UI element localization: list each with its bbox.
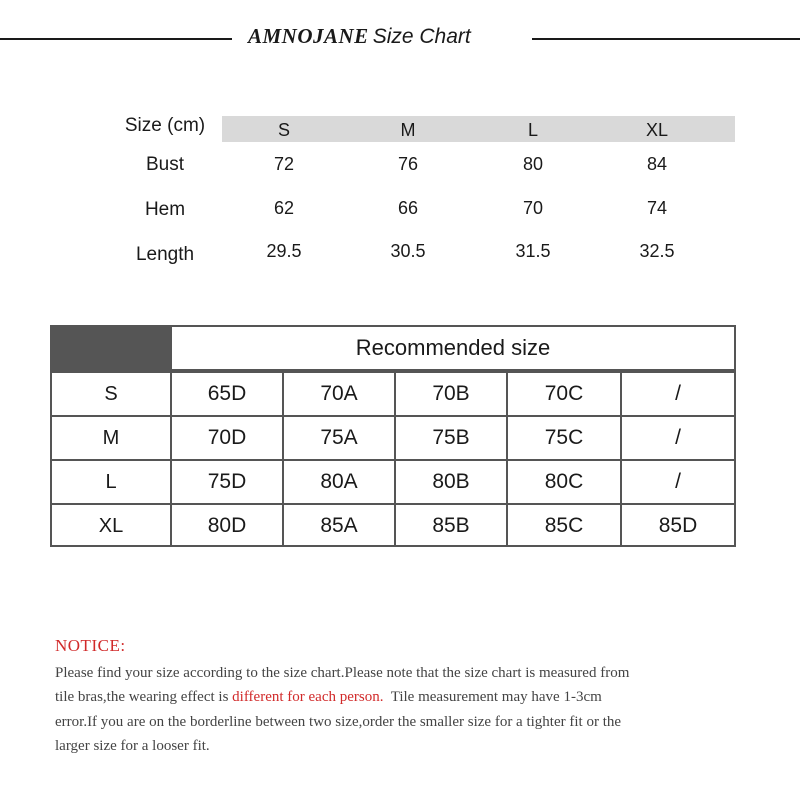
table-cell: 75D <box>170 461 282 503</box>
table-row <box>52 503 734 547</box>
row-label-bust: Bust <box>145 154 185 175</box>
table-cell: 75A <box>282 417 394 459</box>
table-cell: 80A <box>282 461 394 503</box>
size-header: XL <box>645 120 669 140</box>
table-cell: 30.5 <box>390 241 426 261</box>
table-cell: 70D <box>170 417 282 459</box>
table-row <box>52 371 734 415</box>
notice-line: larger size for a looser fit. <box>55 738 210 754</box>
table-cell: / <box>620 461 734 503</box>
recommended-title: Recommended size <box>170 327 734 371</box>
table-cell: 70A <box>282 373 394 415</box>
size-header: S <box>277 120 290 140</box>
table-cell: / <box>620 373 734 415</box>
measurement-header-label: Size (cm) <box>124 115 206 136</box>
notice-highlight: different for each person. <box>232 689 384 705</box>
notice-text: Tile measurement may have 1-3cm <box>383 689 602 705</box>
table-cell: 70B <box>394 373 506 415</box>
table-cell: 66 <box>397 198 419 218</box>
table-row <box>52 415 734 459</box>
row-size-label: XL <box>98 514 124 537</box>
notice-title: NOTICE: <box>55 636 126 655</box>
table-cell: 65D <box>170 373 282 415</box>
table-cell: 80D <box>170 505 282 547</box>
table-cell: 80C <box>506 461 620 503</box>
table-row <box>52 459 734 503</box>
size-header: L <box>527 120 538 140</box>
notice-line: error.If you are on the borderline between two size,order the smaller size for a tighter fit or the <box>55 713 622 730</box>
notice-line: Please find your size according to the size chart.Please note that the size chart is measured from <box>55 664 630 681</box>
recommended-size-table <box>50 325 736 547</box>
table-cell: 31.5 <box>515 241 551 261</box>
row-label-hem: Hem <box>144 199 186 220</box>
table-cell: 62 <box>273 198 295 218</box>
title-subtitle: Size Chart <box>372 25 471 48</box>
table-cell: 80 <box>522 154 544 174</box>
table-cell: 32.5 <box>639 241 675 261</box>
table-cell: 29.5 <box>266 241 302 261</box>
notice-section <box>55 634 755 759</box>
table-cell: / <box>620 417 734 459</box>
row-size-label: L <box>105 470 117 493</box>
table-cell: 80B <box>394 461 506 503</box>
table-cell: 75B <box>394 417 506 459</box>
table-cell: 85C <box>506 505 620 547</box>
table-cell: 85B <box>394 505 506 547</box>
notice-line <box>55 685 755 710</box>
table-cell: 85D <box>620 505 734 547</box>
table-cell: 76 <box>397 154 419 174</box>
table-cell: 70C <box>506 373 620 415</box>
table-cell: 72 <box>273 154 295 174</box>
row-size-label: S <box>104 382 118 405</box>
table-cell: 75C <box>506 417 620 459</box>
size-header: M <box>400 120 416 140</box>
table-cell: 70 <box>522 198 544 218</box>
row-label-length: Length <box>135 244 195 265</box>
measurement-table <box>0 0 800 300</box>
row-size-label: M <box>102 426 120 449</box>
notice-text: tile bras,the wearing effect is <box>55 689 233 705</box>
table-cell: 74 <box>646 198 668 218</box>
table-corner-block <box>52 327 170 371</box>
brand-name: AMNOJANE <box>248 24 369 48</box>
table-cell: 84 <box>646 154 668 174</box>
table-cell: 85A <box>282 505 394 547</box>
